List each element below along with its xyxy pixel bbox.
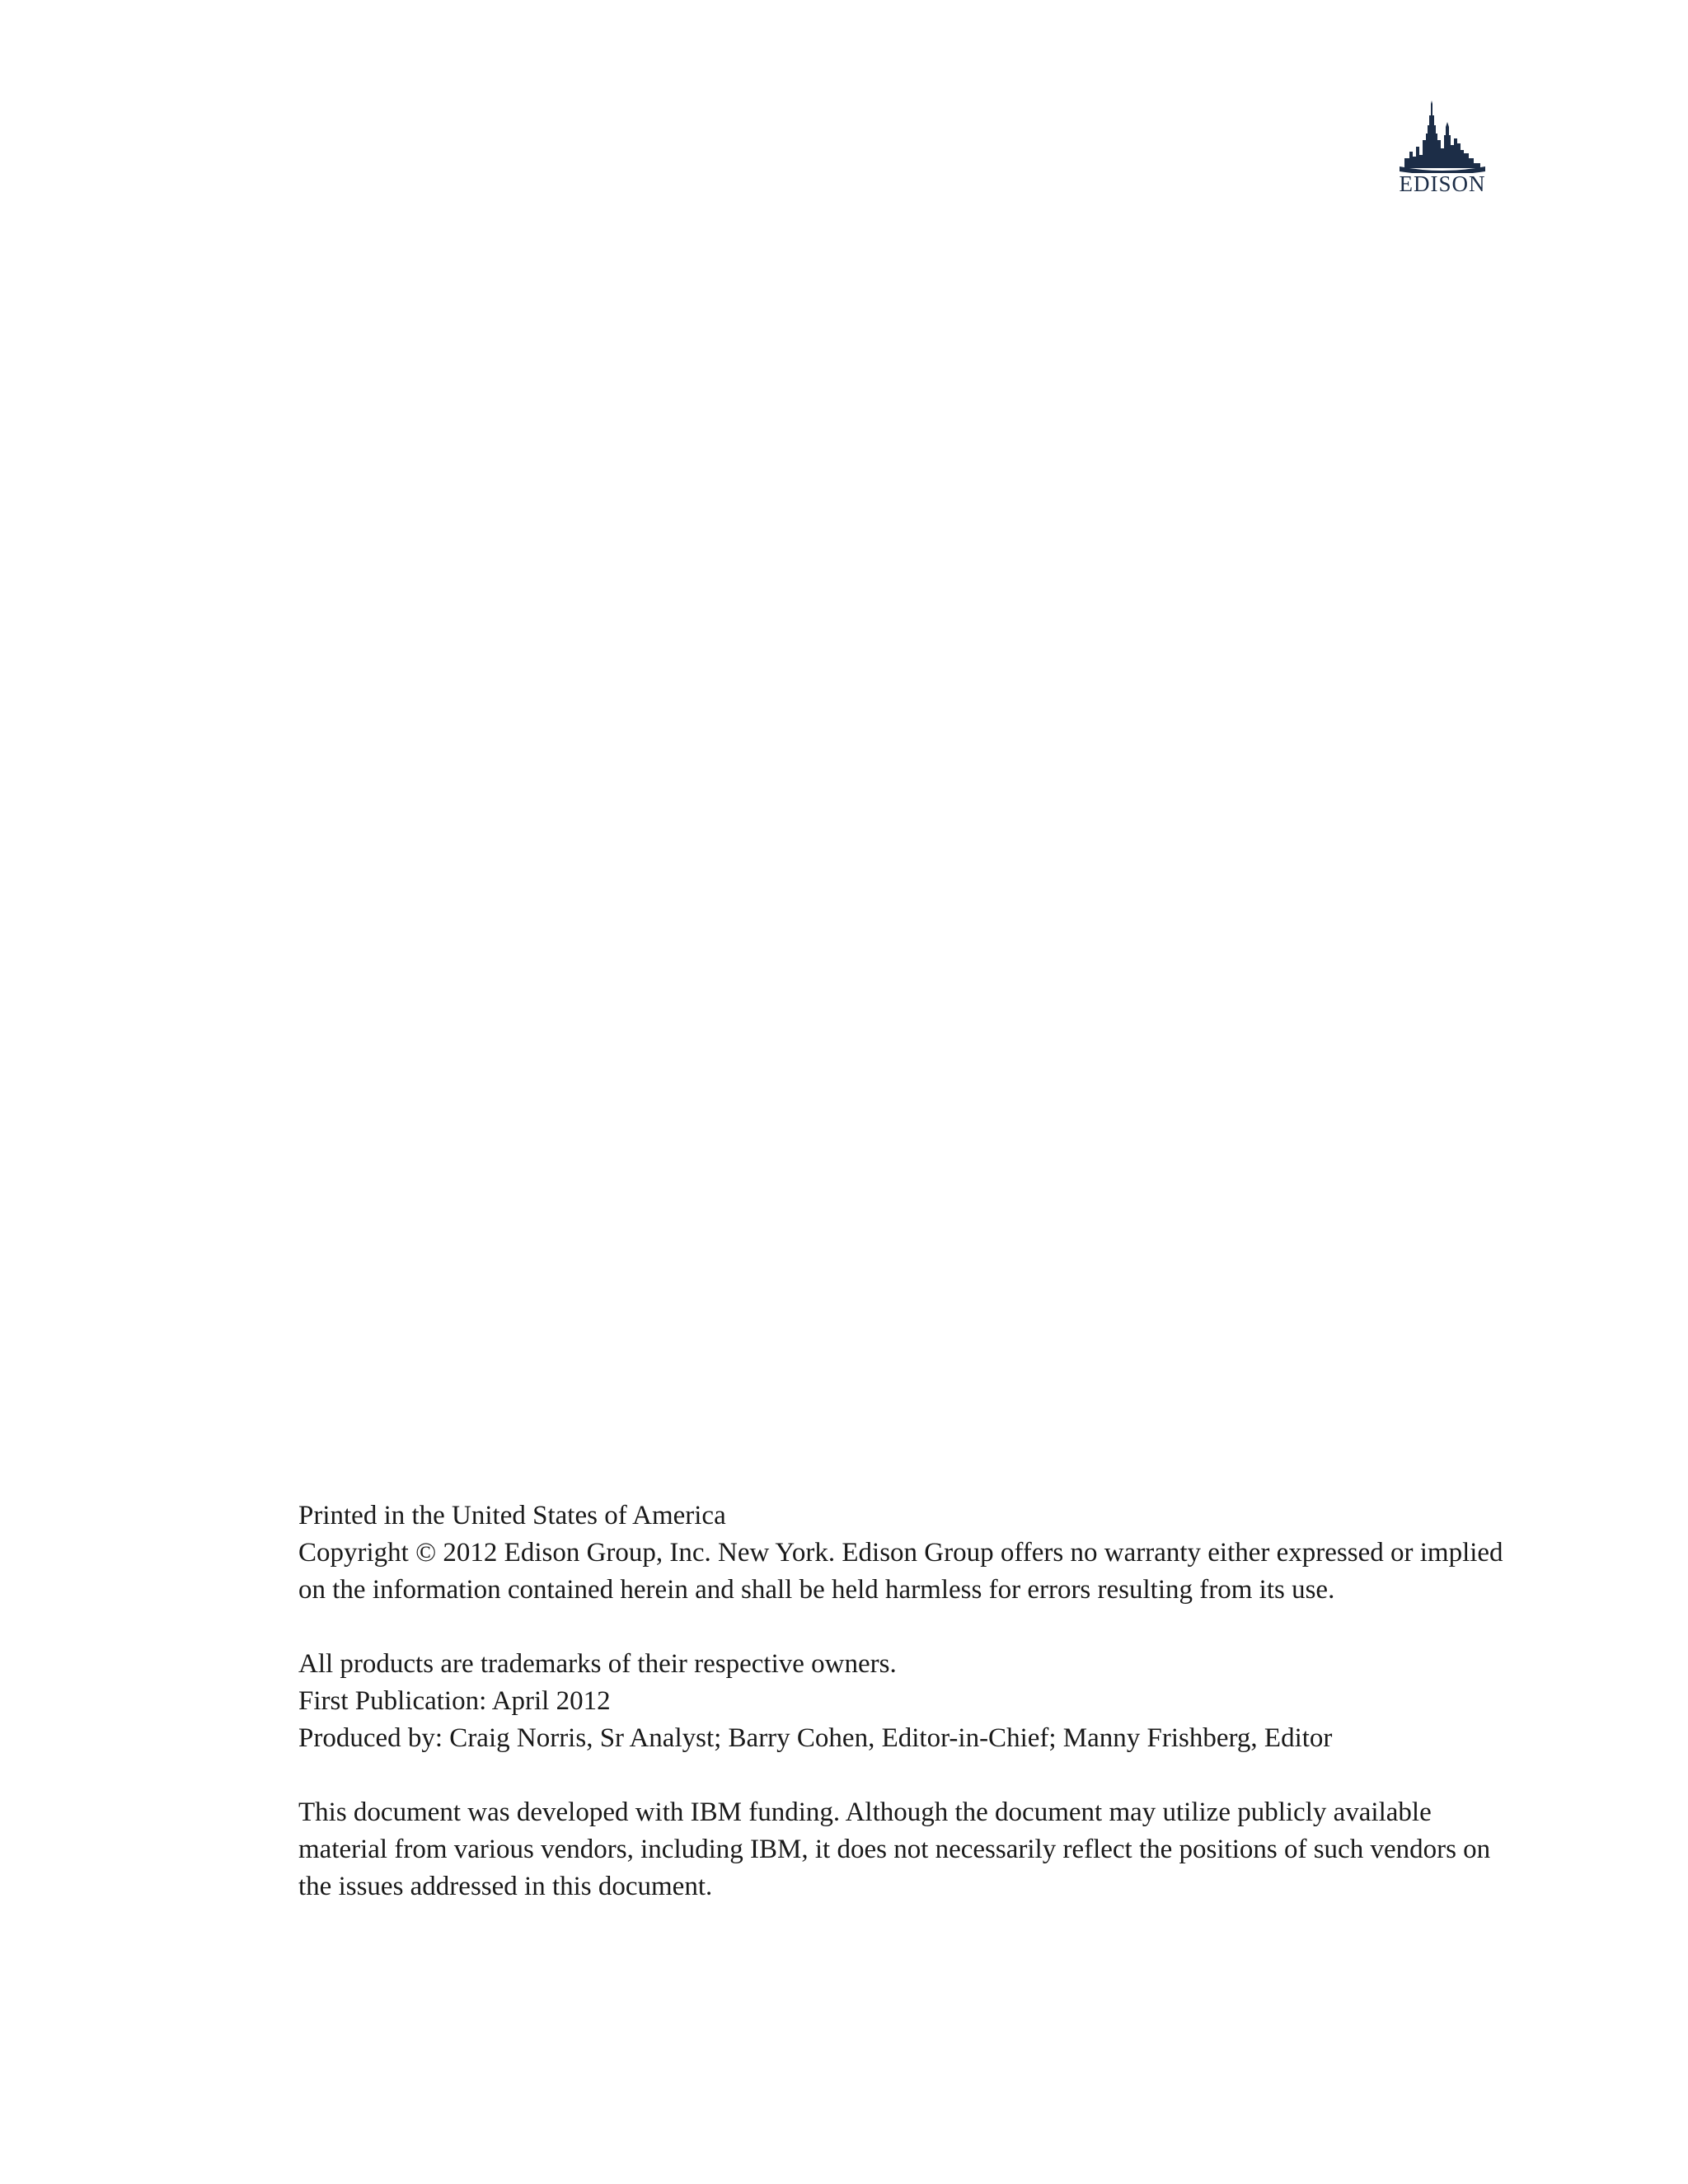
funding-disclaimer: This document was developed with IBM funding. Although the document may utilize publicly available material from various vendors, including IBM, it does not necessarily reflect the positions of such vendors on the issues addressed in this document.: [298, 1797, 1491, 1901]
city-skyline-icon: [1393, 97, 1492, 173]
publication-date: First Publication: April 2012: [298, 1686, 611, 1716]
funding-paragraph: [298, 1794, 1518, 1905]
copyright-disclaimer: Copyright © 2012 Edison Group, Inc. New York. Edison Group offers no warranty either expressed or implied on the information contained herein and shall be held harmless for errors resulting from its use.: [298, 1538, 1503, 1605]
publication-details-paragraph: [298, 1646, 1518, 1757]
logo-wordmark: EDISON: [1399, 171, 1486, 196]
edison-logo: [1393, 97, 1492, 200]
print-location-line: Printed in the United States of America: [298, 1501, 726, 1530]
colophon: [298, 1497, 1518, 1943]
print-copyright-paragraph: [298, 1497, 1518, 1609]
produced-by: Produced by: Craig Norris, Sr Analyst; Barry Cohen, Editor-in-Chief; Manny Frishberg, Editor: [298, 1723, 1333, 1753]
trademark-notice: All products are trademarks of their respective owners.: [298, 1649, 897, 1679]
